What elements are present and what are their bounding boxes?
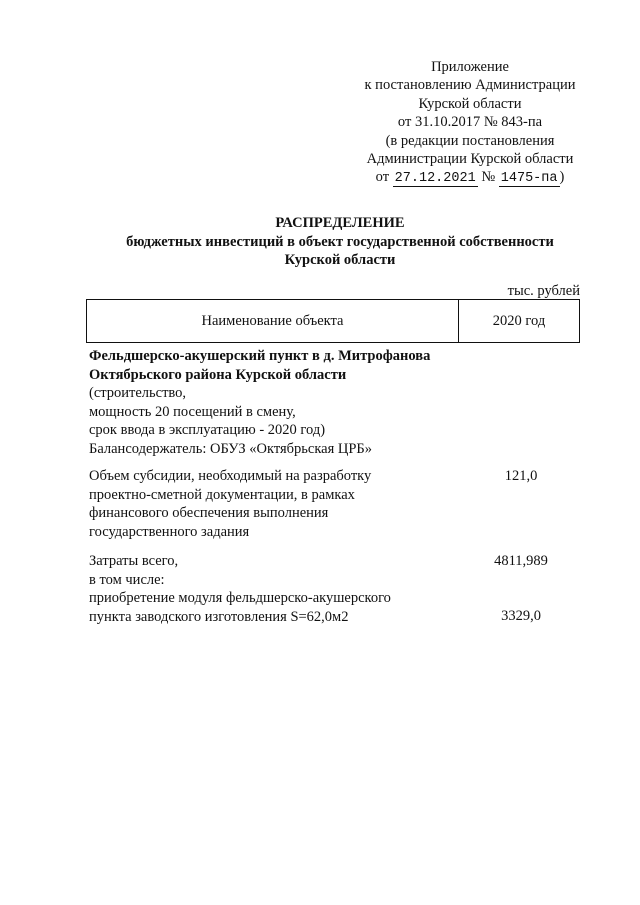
column-header-year: 2020 год bbox=[492, 312, 546, 329]
table-header bbox=[86, 299, 580, 343]
costs-sub-line-1: приобретение модуля фельдшерско-акушерского bbox=[89, 590, 391, 606]
units-label: тыс. рублей bbox=[507, 283, 580, 299]
object-detail-1: (строительство, bbox=[89, 385, 187, 401]
column-header-name: Наименование объекта bbox=[87, 300, 459, 342]
appendix-header bbox=[340, 58, 600, 189]
revision-from-label: от bbox=[375, 169, 390, 186]
title-sub-1: бюджетных инвестиций в объект государственной собственности bbox=[126, 233, 554, 250]
revision-note: (в редакции постановления bbox=[385, 132, 555, 149]
object-description bbox=[89, 347, 469, 458]
revision-date-line bbox=[340, 168, 600, 188]
document-title bbox=[60, 214, 620, 270]
resolution-ref: к постановлению Администрации bbox=[364, 77, 576, 94]
subsidy-value: 121,0 bbox=[504, 468, 538, 484]
revision-number: 1475-па bbox=[500, 171, 558, 187]
object-name-line-1: Фельдшерско-акушерский пункт в д. Митрофанова bbox=[89, 348, 431, 364]
object-name-line-2: Октябрьского района Курской области bbox=[89, 366, 347, 383]
subsidy-line-3: финансового обеспечения выполнения bbox=[89, 505, 329, 521]
costs-sub-line-2: пункта заводского изготовления S=62,0м2 bbox=[89, 608, 349, 625]
object-detail-2: мощность 20 посещений в смену, bbox=[89, 403, 296, 420]
region-name: Курской области bbox=[418, 95, 522, 112]
costs-description bbox=[89, 552, 459, 626]
object-detail-3: срок ввода в эксплуатацию - 2020 год) bbox=[89, 422, 326, 438]
appendix-label: Приложение bbox=[431, 59, 509, 75]
costs-total-value: 4811,989 bbox=[494, 553, 548, 569]
subsidy-line-1: Объем субсидии, необходимый на разработку bbox=[89, 468, 372, 484]
costs-sub-value: 3329,0 bbox=[501, 608, 541, 624]
revision-authority: Администрации Курской области bbox=[366, 151, 574, 168]
subsidy-line-4: государственного задания bbox=[89, 523, 250, 540]
title-main: РАСПРЕДЕЛЕНИЕ bbox=[275, 215, 405, 231]
revision-number-sign: № bbox=[481, 169, 496, 186]
revision-date: 27.12.2021 bbox=[394, 171, 476, 187]
costs-including-label: в том числе: bbox=[89, 571, 165, 588]
subsidy-description bbox=[89, 467, 459, 541]
object-detail-4: Балансодержатель: ОБУЗ «Октябрьская ЦРБ» bbox=[89, 440, 372, 457]
costs-total-label: Затраты всего, bbox=[89, 553, 179, 569]
title-sub-2: Курской области bbox=[284, 252, 396, 269]
revision-close-paren: ) bbox=[559, 169, 565, 186]
resolution-date-number: от 31.10.2017 № 843-па bbox=[397, 114, 543, 131]
subsidy-line-2: проектно-сметной документации, в рамках bbox=[89, 486, 355, 503]
